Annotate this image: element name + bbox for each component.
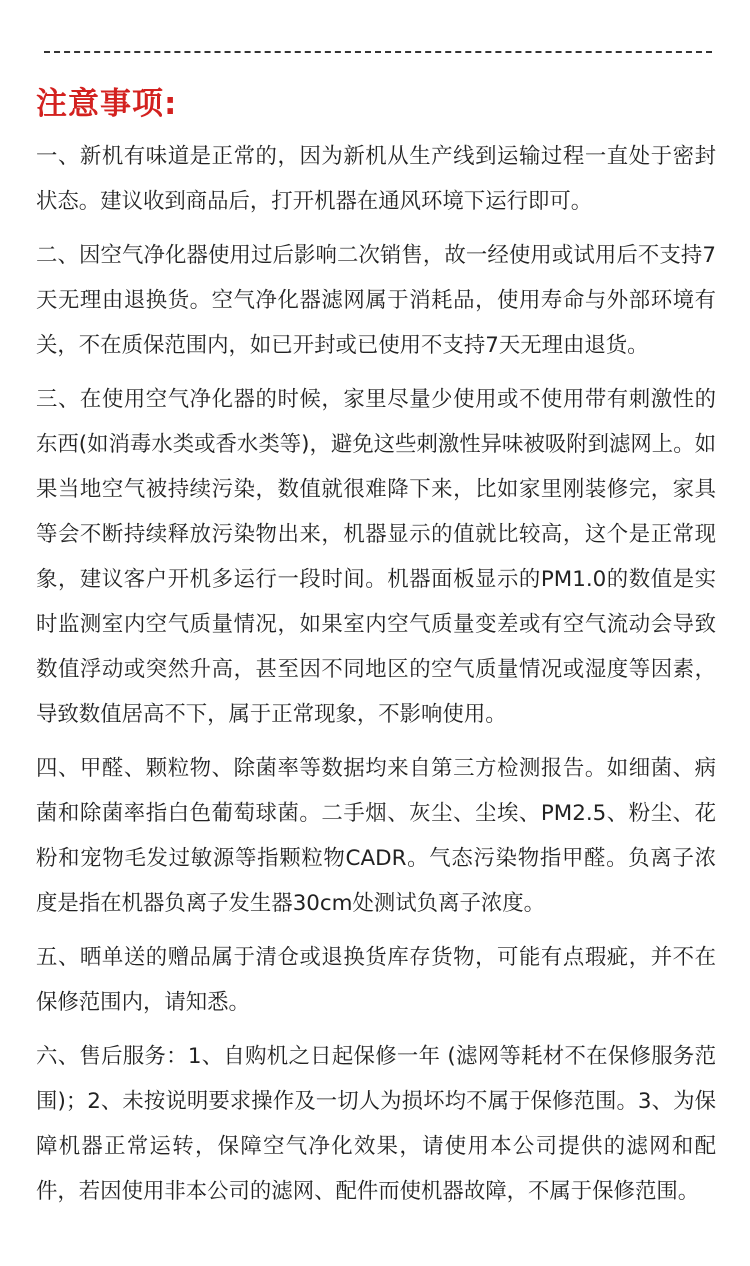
- notice-content: [36, 134, 716, 1223]
- dashed-divider: [44, 51, 712, 53]
- notice-item-6: 六、售后服务：1、自购机之日起保修一年 (滤网等耗材不在保修服务范围)；2、未按说明要求操作及一切人为损坏均不属于保修范围。3、为保障机器正常运转，保障空气净化效果，请使用本公司提供的滤网和配件，若因使用非本公司的滤网、配件而使机器故障，不属于保修范围。: [36, 1044, 716, 1204]
- notice-item-3: 三、在使用空气净化器的时候，家里尽量少使用或不使用带有刺激性的东西(如消毒水类或香水类等)，避免这些刺激性异味被吸附到滤网上。如果当地空气被持续污染，数值就很难降下来，比如家里刚装修完，家具等会不断持续释放污染物出来，机器显示的值就比较高，这个是正常现象，建议客户开机多运行一段时间。机器面板显示的PM1.0的数值是实时监测室内空气质量情况，如果室内空气质量变差或有空气流动会导致数值浮动或突然升高，甚至因不同地区的空气质量情况或湿度等因素，导致数值居高不下，属于正常现象，不影响使用。: [36, 387, 716, 727]
- notice-item-2: 二、因空气净化器使用过后影响二次销售，故一经使用或试用后不支持7天无理由退换货。空气净化器滤网属于消耗品，使用寿命与外部环境有关，不在质保范围内，如已开封或已使用不支持7天无理由退货。: [36, 243, 716, 358]
- notice-title: 注意事项:: [36, 86, 178, 122]
- notice-item-1: 一、新机有味道是正常的，因为新机从生产线到运输过程一直处于密封状态。建议收到商品后，打开机器在通风环境下运行即可。: [36, 144, 716, 214]
- notice-item-5: 五、晒单送的赠品属于清仓或退换货库存货物，可能有点瑕疵，并不在保修范围内，请知悉。: [36, 945, 716, 1015]
- notice-item-4: 四、甲醛、颗粒物、除菌率等数据均来自第三方检测报告。如细菌、病菌和除菌率指白色葡萄球菌。二手烟、灰尘、尘埃、PM2.5、粉尘、花粉和宠物毛发过敏源等指颗粒物CADR。气态污染物指甲醛。负离子浓度是指在机器负离子发生器30cm处测试负离子浓度。: [36, 756, 716, 916]
